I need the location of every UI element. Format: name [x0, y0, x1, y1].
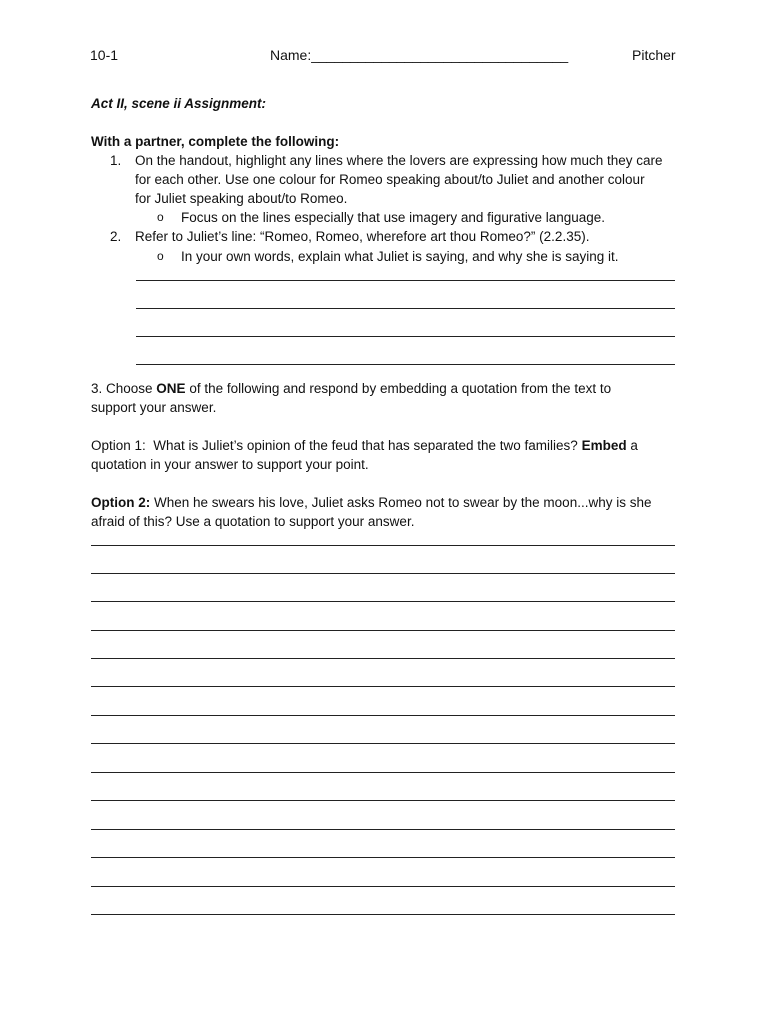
question-3	[91, 379, 681, 398]
bullet-circle-icon: o	[157, 210, 164, 224]
answer-line[interactable]	[136, 364, 675, 365]
option-2-text: When he swears his love, Juliet asks Romeo not to swear by the moon...why is she	[150, 495, 652, 510]
answer-line[interactable]	[91, 914, 675, 915]
answer-line[interactable]	[136, 308, 675, 309]
name-field-label: Name:_________________________________	[270, 47, 569, 63]
list-item-text-line-1: On the handout, highlight any lines where the lovers are expressing how much they care	[135, 153, 663, 168]
option-1	[91, 436, 681, 455]
option-1-line-2: quotation in your answer to support your point.	[91, 457, 369, 472]
list-item-number: 1.	[110, 153, 122, 168]
list-item-1	[110, 151, 690, 211]
answer-line[interactable]	[136, 280, 675, 281]
answer-line[interactable]	[91, 545, 675, 546]
answer-line[interactable]	[91, 800, 675, 801]
answer-line[interactable]	[136, 336, 675, 337]
question-3-line-2: support your answer.	[91, 400, 217, 415]
answer-line[interactable]	[91, 715, 675, 716]
answer-line[interactable]	[91, 658, 675, 659]
option-1-label: Option 1:	[91, 438, 146, 453]
option-1-text-end: a	[626, 438, 638, 453]
list-item-text-line-2: for each other. Use one colour for Romeo speaking about/to Juliet and another colour	[135, 172, 645, 187]
list-item-number: 2.	[110, 229, 122, 244]
answer-line[interactable]	[91, 573, 675, 574]
option-2-line-2: afraid of this? Use a quotation to support your answer.	[91, 514, 415, 529]
answer-line[interactable]	[91, 601, 675, 602]
question-3-emphasis: ONE	[156, 381, 186, 396]
answer-line[interactable]	[91, 743, 675, 744]
answer-line[interactable]	[91, 857, 675, 858]
answer-line[interactable]	[91, 772, 675, 773]
option-1-text: What is Juliet’s opinion of the feud that has separated the two families?	[145, 438, 582, 453]
list-item-2	[110, 227, 690, 247]
option-2-label: Option 2:	[91, 495, 151, 510]
list-item-text-line-1: Refer to Juliet’s line: “Romeo, Romeo, wherefore art thou Romeo?” (2.2.35).	[135, 229, 590, 244]
answer-line[interactable]	[91, 686, 675, 687]
sub-bullet-text: Focus on the lines especially that use imagery and figurative language.	[181, 210, 606, 225]
answer-line[interactable]	[91, 886, 675, 887]
option-2	[91, 493, 681, 512]
question-3-prefix: 3. Choose	[91, 381, 157, 396]
instructions-heading: With a partner, complete the following:	[91, 134, 340, 149]
sub-bullet-text: In your own words, explain what Juliet is saying, and why she is saying it.	[181, 249, 619, 264]
teacher-name: Pitcher	[632, 47, 676, 63]
answer-line[interactable]	[91, 829, 675, 830]
assignment-title: Act II, scene ii Assignment:	[91, 96, 267, 111]
question-3-rest: of the following and respond by embedding a quotation from the text to	[185, 381, 612, 396]
bullet-circle-icon: o	[157, 249, 164, 263]
answer-line[interactable]	[91, 630, 675, 631]
option-1-emphasis: Embed	[581, 438, 627, 453]
class-code: 10-1	[90, 47, 119, 63]
list-item-text-line-3: for Juliet speaking about/to Romeo.	[135, 191, 348, 206]
